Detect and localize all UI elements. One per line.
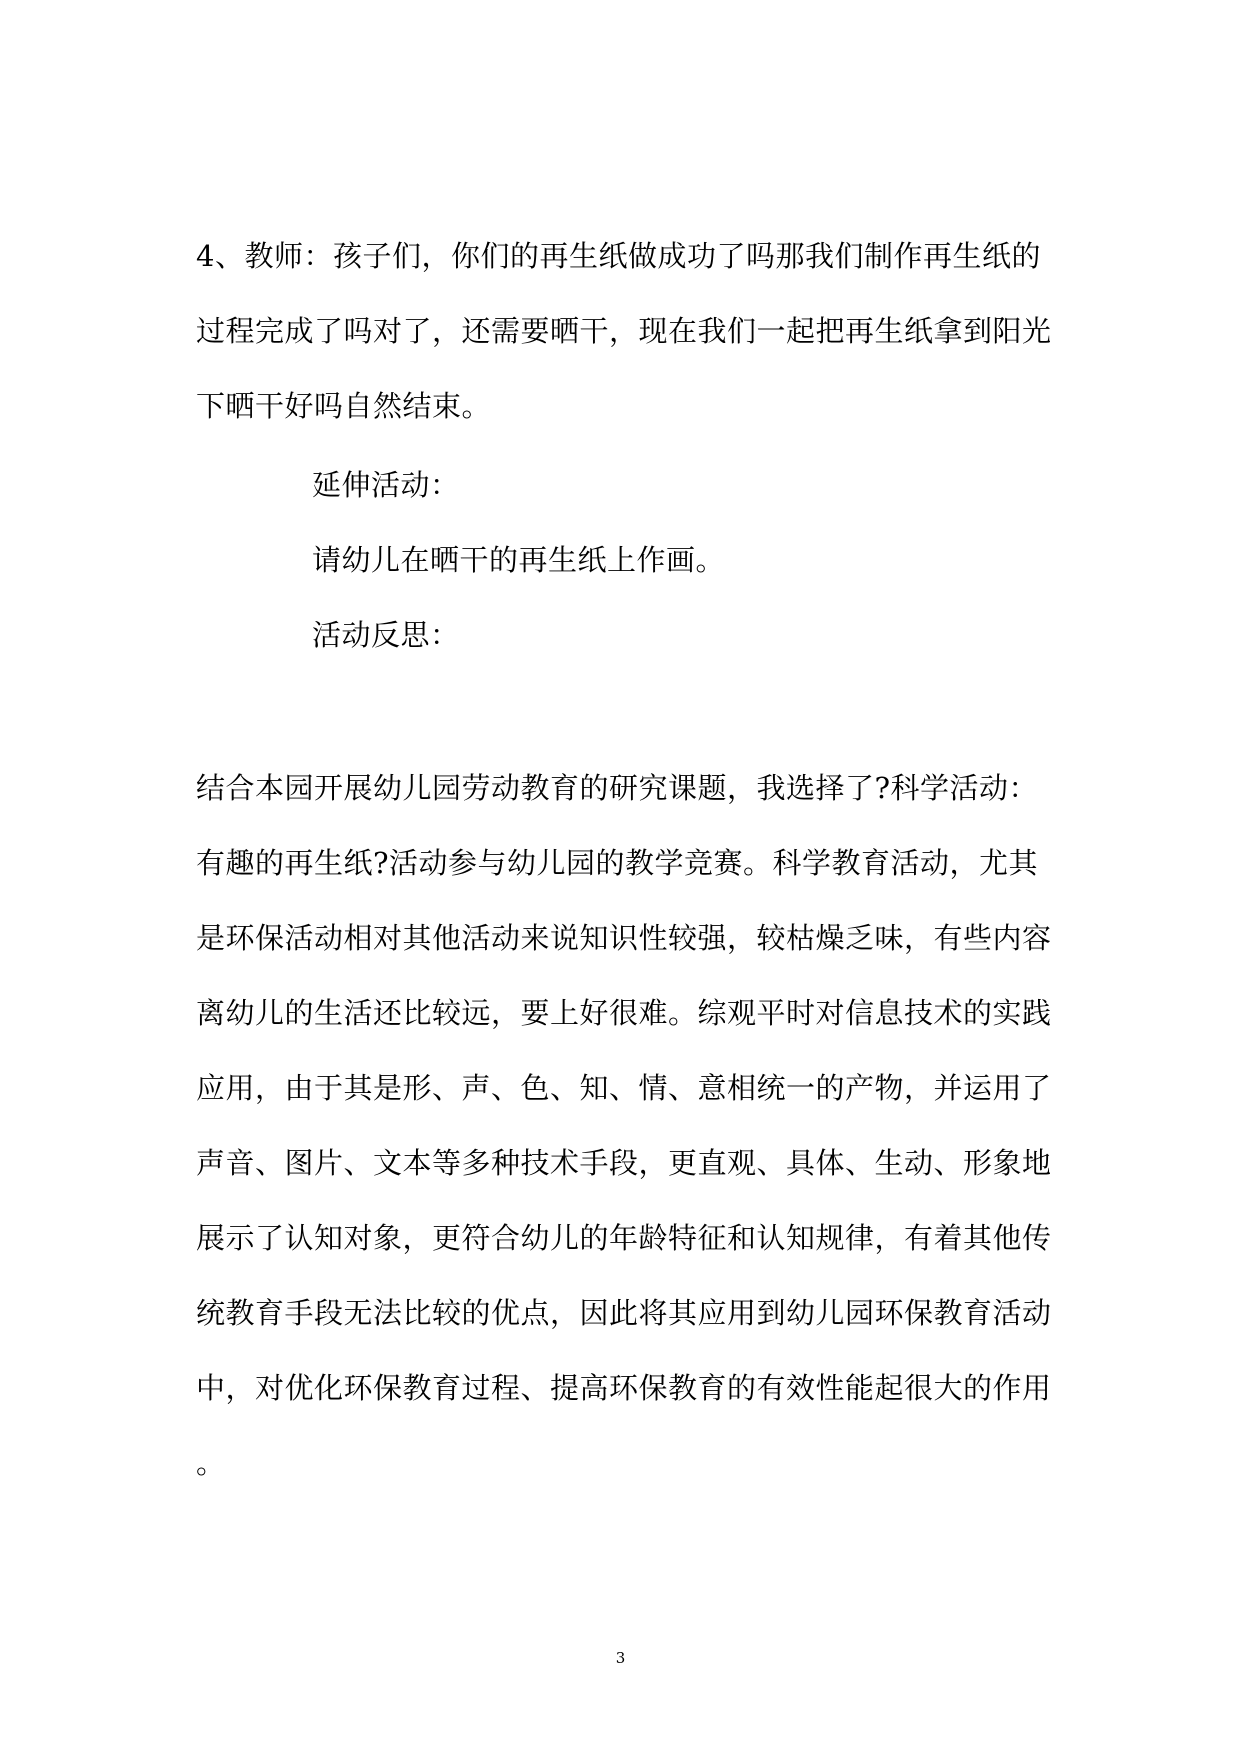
paragraph-2-line-9: 中，对优化环保教育过程、提高环保教育的有效性能起很大的作用 — [196, 1371, 1052, 1405]
reflection-heading: 活动反思： — [312, 618, 460, 652]
paragraph-2-line-7: 展示了认知对象，更符合幼儿的年龄特征和认知规律，有着其他传 — [196, 1221, 1052, 1255]
paragraph-2-line-6: 声音、图片、文本等多种技术手段，更直观、具体、生动、形象地 — [196, 1146, 1052, 1180]
paragraph-2-line-4: 离幼儿的生活还比较远，要上好很难。综观平时对信息技术的实践 — [196, 996, 1052, 1030]
paragraph-1-line-1: 4、教师：孩子们，你们的再生纸做成功了吗那我们制作再生纸的 — [196, 239, 1041, 273]
paragraph-1-line-3: 下晒干好吗自然结束。 — [196, 389, 492, 423]
paragraph-2-line-1: 结合本园开展幼儿园劳动教育的研究课题，我选择了?科学活动： — [196, 771, 1039, 805]
paragraph-2-line-10: 。 — [196, 1446, 226, 1480]
paragraph-1-line-2: 过程完成了吗对了，还需要晒干，现在我们一起把再生纸拿到阳光 — [196, 314, 1052, 348]
page-number: 3 — [615, 1649, 626, 1667]
paragraph-2-line-8: 统教育手段无法比较的优点，因此将其应用到幼儿园环保教育活动 — [196, 1296, 1052, 1330]
paragraph-2-line-2: 有趣的再生纸?活动参与幼儿园的教学竞赛。科学教育活动，尤其 — [196, 846, 1039, 880]
paragraph-2-line-5: 应用，由于其是形、声、色、知、情、意相统一的产物，并运用了 — [196, 1071, 1052, 1105]
extension-text: 请幼儿在晒干的再生纸上作画。 — [312, 543, 726, 577]
paragraph-2-line-3: 是环保活动相对其他活动来说知识性较强，较枯燥乏味，有些内容 — [196, 921, 1052, 955]
extension-heading: 延伸活动： — [312, 468, 460, 502]
